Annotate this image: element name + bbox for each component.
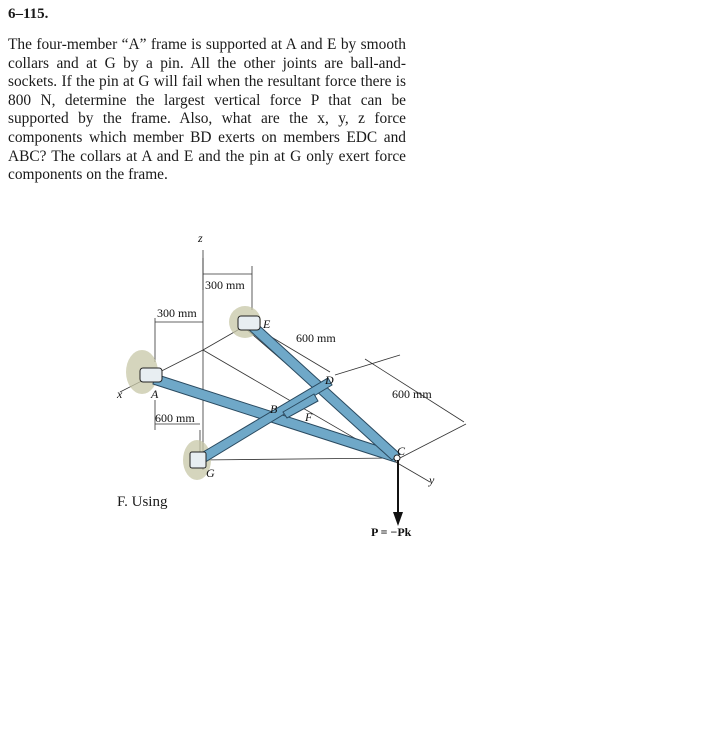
dim-left-300: 300 mm [157, 306, 197, 320]
dim-mid-600: 600 mm [296, 331, 336, 345]
y-axis-line [203, 350, 430, 482]
dim-right-600: 600 mm [392, 387, 432, 401]
point-g-label: G [206, 466, 215, 480]
y-axis-label: y [429, 473, 435, 487]
point-d-label: D [325, 373, 334, 387]
load-label: P = −Pk [371, 525, 412, 539]
base-line-g [200, 458, 395, 460]
collar-e [238, 316, 260, 330]
problem-text: The four-member “A” frame is supported at A and E by smooth collars and at G by a pin. All the other joints are ball-and-sockets. If the pin at G will fail when the resultant force there is 800 N, determine the largest vertical force P that can be supported by the frame. Also, what are the x, y, z force components which member BD exerts on members EDC and ABC? The collars at A and E and the pin at G only exert force components on the frame. [8, 36, 406, 184]
pin-g [190, 452, 206, 468]
point-a-label: A [151, 387, 159, 401]
point-f-label: F [305, 410, 313, 424]
dim-tick [335, 355, 400, 375]
dim-tick [398, 424, 466, 459]
problem-number: 6–115. [8, 6, 49, 22]
members [153, 320, 400, 464]
dim-lower-600: 600 mm [155, 411, 195, 425]
load-arrow-head [393, 512, 403, 526]
point-c-label: C [397, 444, 406, 458]
x-axis-label: x [117, 387, 123, 401]
point-e-label: E [263, 317, 271, 331]
figure-caption: F. Using [117, 494, 168, 510]
dim-top-300: 300 mm [205, 278, 245, 292]
collar-a [140, 368, 162, 382]
point-b-label: B [270, 402, 278, 416]
z-axis-label: z [198, 231, 203, 245]
